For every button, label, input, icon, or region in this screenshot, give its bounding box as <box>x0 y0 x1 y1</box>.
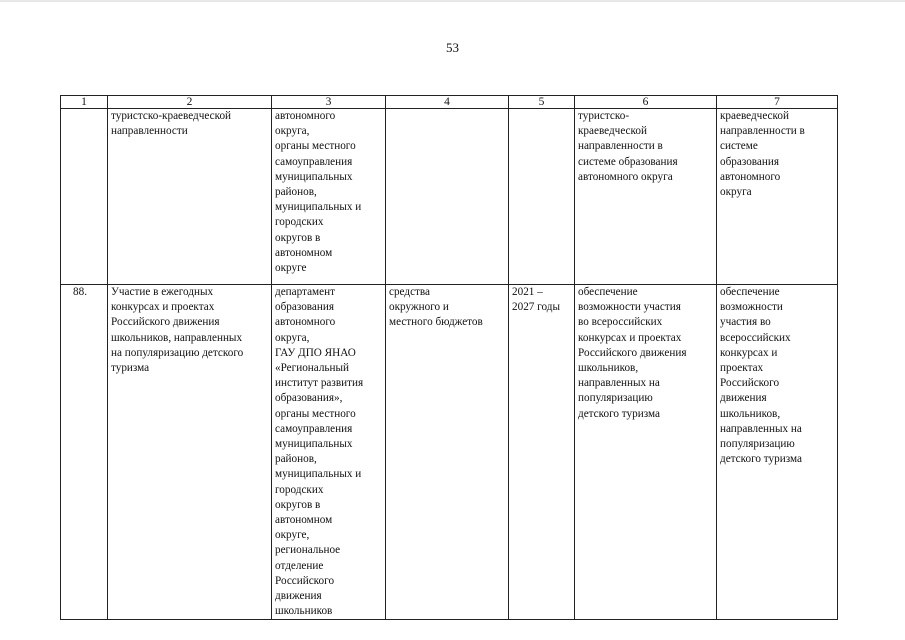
header-row <box>61 96 838 109</box>
cell-text-line: региональное <box>275 544 341 557</box>
cell-text-line: окружного и <box>389 301 449 314</box>
cell-result <box>575 285 717 620</box>
cell-event <box>108 109 272 285</box>
table-row-88 <box>61 285 838 620</box>
cell-text-line: Участие в ежегодных <box>111 286 214 298</box>
cell-text-line: туристско-краеведческой <box>111 110 232 122</box>
header-col-3: 3 <box>272 96 386 109</box>
cell-text-line: округа <box>720 186 752 199</box>
cell-executors <box>272 285 386 620</box>
cell-text-line: автономном <box>275 514 333 527</box>
cell-text-line: образования <box>720 155 780 168</box>
cell-text-line: школьников, <box>578 362 639 375</box>
cell-text-line: автономном <box>275 246 333 259</box>
cell-period <box>509 285 575 620</box>
cell-text-line: во всероссийских <box>578 316 663 329</box>
cell-text-line: школьников <box>275 605 333 618</box>
cell-text-line: Российского движения <box>111 316 220 329</box>
cell-text-line: образования», <box>275 392 343 405</box>
measures-table <box>60 95 838 620</box>
cell-text-line: самоуправления <box>275 422 353 435</box>
header-col-1: 1 <box>61 96 108 109</box>
page-number: 53 <box>446 40 459 55</box>
cell-funding <box>386 285 509 620</box>
cell-text-line: направленных на <box>720 422 802 435</box>
cell-text-line: возможности <box>720 301 783 314</box>
cell-text-line: средства <box>389 286 431 298</box>
cell-text-line: округа, <box>275 125 310 138</box>
cell-text-line: образования <box>275 301 335 314</box>
cell-indicator <box>717 109 838 285</box>
cell-text-line: школьников, направленных <box>111 331 243 344</box>
cell-text-line: автономного округа <box>578 170 673 183</box>
cell-text-line: округе, <box>275 529 310 542</box>
cell-text-line: округов в <box>275 231 321 244</box>
cell-text-line: департамент <box>275 286 335 298</box>
cell-text-line: туризма <box>111 362 150 375</box>
cell-text-line: краеведческой <box>720 110 789 122</box>
cell-text-line: 2027 годы <box>512 301 560 314</box>
cell-text-line: автономного <box>720 170 781 183</box>
cell-text-line: Российского <box>275 574 335 587</box>
cell-text-line: самоуправления <box>275 155 353 168</box>
cell-text-line: участия во <box>720 316 771 329</box>
cell-text-line: школьников, <box>720 407 781 420</box>
cell-text-line: городских <box>275 483 324 496</box>
cell-text-line: детского туризма <box>720 453 802 466</box>
cell-funding <box>386 109 509 285</box>
cell-text-line: 2021 – <box>512 286 543 298</box>
cell-text-line: отделение <box>275 559 324 572</box>
cell-text-line: Российского <box>720 377 780 390</box>
cell-text-line: на популяризацию детского <box>111 346 244 359</box>
cell-text-line: детского туризма <box>578 407 660 420</box>
cell-text-line: «Региональный <box>275 362 350 375</box>
cell-text-line: обеспечение <box>578 286 638 298</box>
cell-text-line: движения <box>275 590 322 603</box>
cell-text-line: туристско- <box>578 110 630 122</box>
cell-text-line: направленности <box>111 125 188 138</box>
cell-text-line: популяризацию <box>578 392 653 405</box>
cell-executors <box>272 109 386 285</box>
header-col-7: 7 <box>717 96 838 109</box>
cell-text-line: органы местного <box>275 140 356 153</box>
cell-text-line: направленности в <box>578 140 663 153</box>
cell-text-line: направленности в <box>720 125 805 138</box>
cell-text-line: органы местного <box>275 407 356 420</box>
cell-text-line: районов, <box>275 453 317 466</box>
header-col-5: 5 <box>509 96 575 109</box>
table-row-continuation <box>61 109 838 285</box>
cell-text-line: Российского движения <box>578 346 687 359</box>
cell-text-line: автономного <box>275 316 336 329</box>
cell-text-line: всероссийских <box>720 331 791 344</box>
cell-number <box>61 109 108 285</box>
cell-text-line: ГАУ ДПО ЯНАО <box>275 346 356 359</box>
cell-text-line: возможности участия <box>578 301 681 314</box>
cell-text-line: обеспечение <box>720 286 780 298</box>
cell-number: 88. <box>61 285 108 620</box>
cell-text-line: округов в <box>275 498 321 511</box>
cell-text-line: движения <box>720 392 767 405</box>
cell-text-line: краеведческой <box>578 125 647 138</box>
cell-text-line: муниципальных и <box>275 201 362 214</box>
header-col-6: 6 <box>575 96 717 109</box>
cell-indicator <box>717 285 838 620</box>
header-col-4: 4 <box>386 96 509 109</box>
cell-text-line: конкурсах и <box>720 346 778 359</box>
header-col-2: 2 <box>108 96 272 109</box>
cell-text-line: районов, <box>275 186 317 199</box>
cell-text-line: автономного <box>275 110 336 122</box>
cell-period <box>509 109 575 285</box>
cell-text-line: системе <box>720 140 758 153</box>
cell-text-line: популяризацию <box>720 438 795 451</box>
cell-event <box>108 285 272 620</box>
cell-text-line: местного бюджетов <box>389 316 483 329</box>
cell-text-line: муниципальных <box>275 170 353 183</box>
cell-text-line: муниципальных <box>275 438 353 451</box>
cell-text-line: системе образования <box>578 155 678 168</box>
cell-text-line: округе <box>275 262 307 275</box>
page-top-edge <box>0 0 905 2</box>
cell-text-line: муниципальных и <box>275 468 362 481</box>
cell-result <box>575 109 717 285</box>
cell-text-line: направленных на <box>578 377 660 390</box>
cell-text-line: конкурсах и проектах <box>578 331 682 344</box>
cell-text-line: институт развития <box>275 377 364 390</box>
cell-text-line: конкурсах и проектах <box>111 301 215 314</box>
cell-text-line: проектах <box>720 362 764 375</box>
cell-text-line: городских <box>275 216 324 229</box>
cell-text-line: округа, <box>275 331 310 344</box>
